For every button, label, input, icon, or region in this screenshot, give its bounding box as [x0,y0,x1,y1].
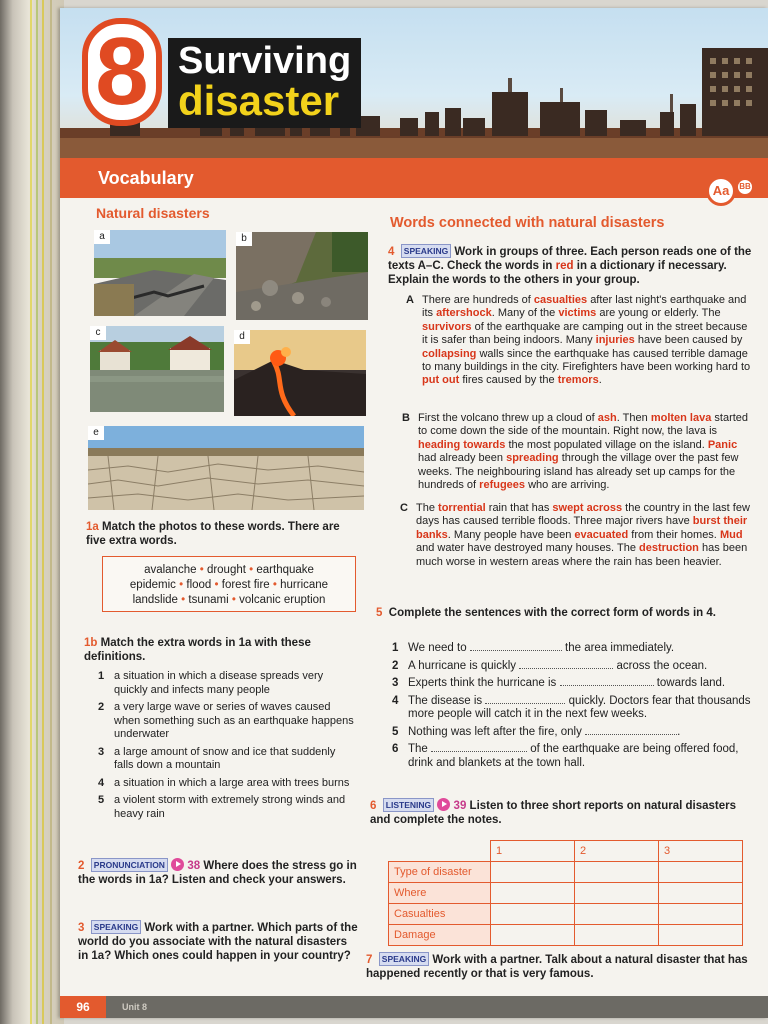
exercise-number: 6 [370,800,377,812]
list-item: 3 a large amount of snow and ice that suddenly falls down a mountain [98,745,336,771]
table-row [389,862,743,883]
exercise-instruction: Match the photos to these words. There are five extra words. [86,521,340,547]
exercise-4: 4 SPEAKING Work in groups of three. Each person reads one of the texts A–C. Check the words in red in a dictionary if necessary. Explain the words to the others in your group. [388,246,752,286]
word-box [102,556,356,612]
exercise-instruction: Work with a partner. Which parts of the world do you associate with the natural disasters in 1a? Which ones could happen in your country? [78,922,358,962]
table-row-header: Casualties [389,904,491,925]
photo-b-landslide [236,232,368,320]
footer-unit-label: Unit 8 [122,1002,148,1012]
speaking-badge: SPEAKING [401,244,451,258]
exercise-instruction: Listen to three short reports on natural disasters and complete the notes. [370,800,737,826]
natural-disasters-heading: Natural disasters [96,205,210,221]
exercise-1a [86,520,356,548]
table-cell[interactable] [575,904,659,925]
exercise-3 [78,920,358,963]
photo-label-c: c [90,326,106,340]
answer-blank[interactable] [519,660,613,669]
exercise-instruction: Match the extra words in 1a with these definitions. [84,637,311,663]
exercise-7 [366,952,756,981]
pronunciation-badge: PRONUNCIATION [91,858,168,872]
bb-icon: BB [736,178,754,196]
photo-c-flood [90,326,224,412]
page-footer [60,996,768,1018]
textbook-page [60,8,768,1018]
unit-header [60,8,768,168]
exercise-number: 4 [388,246,395,258]
table-cell[interactable] [575,883,659,904]
table-cell[interactable] [659,862,743,883]
text-label: C [400,502,408,514]
list-item: 1 We need to the area immediately. [392,642,675,654]
exercise-instruction: Complete the sentences with the correct form of words in 4. [388,607,716,619]
listening-badge: LISTENING [383,798,434,812]
vocabulary-label: Vocabulary [98,168,194,188]
answer-blank[interactable] [431,743,527,752]
list-item: 5 a violent storm with extremely strong winds and heavy rain [98,794,346,820]
photo-d-volcanic-eruption [234,330,366,416]
vocabulary-bar [60,158,768,198]
word-list-icon: Aa [706,176,736,206]
answer-blank[interactable] [470,642,562,651]
photo-label-b: b [236,232,252,246]
exercise-5 [376,606,756,620]
unit-title-line2: disaster [178,77,340,124]
photo-label-d: d [234,330,250,344]
answer-blank[interactable] [485,695,565,704]
exercise-number: 7 [366,954,373,966]
photo-e-drought [88,426,364,510]
table-cell[interactable] [575,862,659,883]
text-label: A [406,294,414,306]
table-row [389,925,743,946]
notes-table [388,840,743,946]
list-item: 3 Experts think the hurricane is towards land. [392,677,726,689]
table-row [389,883,743,904]
list-item: 5 Nothing was left after the fire, only . [392,725,681,738]
exercise-number: 2 [78,860,85,872]
sentences-list [392,642,752,774]
table-cell[interactable] [575,925,659,946]
photo-label-e: e [88,426,104,440]
table-cell[interactable] [659,883,743,904]
table-cell[interactable] [659,925,743,946]
text-a: A There are hundreds of casualties after last night's earthquake and its aftershock. Many of the victims are young or elderly. The survivors of the earthquake are camping out in the street because it is safer than being indoors. Many injuries have been caused by collapsing walls since the earthquake has caused terrible damage to many buildings in the city. Firefighters have been working hard to put out fires caused by the tremors. [406,294,751,387]
table-row-header: Damage [389,925,491,946]
table-corner [389,841,491,862]
audio-track-number: 38 [187,860,201,872]
table-column-header: 3 [659,841,743,862]
list-item: 6 The of the earthquake are being offered food, drink and blankets at the town hall. [392,743,739,769]
table-row-header: Where [389,883,491,904]
list-item: 1 a situation in which a disease spreads very quickly and infects many people [98,670,324,696]
table-header-row [389,841,743,862]
page-number: 96 [60,996,106,1018]
answer-blank[interactable] [560,677,654,686]
text-b: B First the volcano threw up a cloud of ash. Then molten lava started to come down the side of the mountain. Right now, the lava is heading towards the most populated village on the island. Panic had already been spreading through the village over the past few weeks. The neighbouring island has already set up camps for the hundreds of refugees who are arriving. [402,412,749,492]
table-row-header: Type of disaster [389,862,491,883]
photo-label-a: a [94,230,110,244]
speaking-badge: SPEAKING [379,952,429,966]
table-cell[interactable] [491,862,575,883]
exercise-number: 1b [84,637,98,649]
table-cell[interactable] [659,904,743,925]
word-box-line: avalanche • drought • earthquake [144,564,314,576]
book-page-edge [0,0,64,1024]
definitions-list [98,670,354,825]
table-row [389,904,743,925]
words-connected-heading: Words connected with natural disasters [390,215,665,231]
exercise-2 [78,858,358,887]
exercise-1b [84,636,354,664]
exercise-number: 1a [86,521,99,533]
photo-a-earthquake-road [94,230,226,316]
text-label: B [402,412,410,424]
list-item: 2 A hurricane is quickly across the ocean. [392,659,708,672]
word-box-line: epidemic • flood • forest fire • hurricane [129,579,329,591]
exercise-instruction: Work with a partner. Talk about a natural disaster that has happened recently or that is very famous. [366,954,748,980]
list-item: 4 The disease is quickly. Doctors fear that thousands more people will catch it in the next few weeks. [392,694,751,720]
unit-title [168,38,361,128]
table-cell[interactable] [491,925,575,946]
table-cell[interactable] [491,904,575,925]
speaking-badge: SPEAKING [91,920,141,934]
text-c: C The torrential rain that has swept across the country in the last few days has caused terrible floods. Three major rivers have burst their banks. Many people have been evacuated from their homes. Mud and water have destroyed many houses. The destruction has been much worse in western areas where the rain has been heavier. [400,502,750,568]
word-box-line: landslide • tsunami • volcanic eruption [132,594,326,606]
audio-play-icon[interactable] [171,858,184,871]
exercise-instruction: Where does the stress go in the words in 1a? Listen and check your answers. [78,860,357,886]
list-item: 2 a very large wave or series of waves caused when something such as an earthquake happens underwater [98,701,354,740]
table-column-header: 1 [491,841,575,862]
table-column-header: 2 [575,841,659,862]
exercise-number: 5 [376,607,383,619]
exercise-number: 3 [78,922,85,934]
city-skyline-illustration [60,8,768,168]
answer-blank[interactable] [585,726,677,735]
table-cell[interactable] [491,883,575,904]
exercise-6 [370,798,750,827]
list-item: 4 a situation in which a large area with trees burns [98,776,350,789]
audio-track-number: 39 [453,800,467,812]
audio-play-icon[interactable] [437,798,450,811]
unit-number: 8 [82,18,162,126]
unit-title-line1: Surviving [178,40,352,82]
